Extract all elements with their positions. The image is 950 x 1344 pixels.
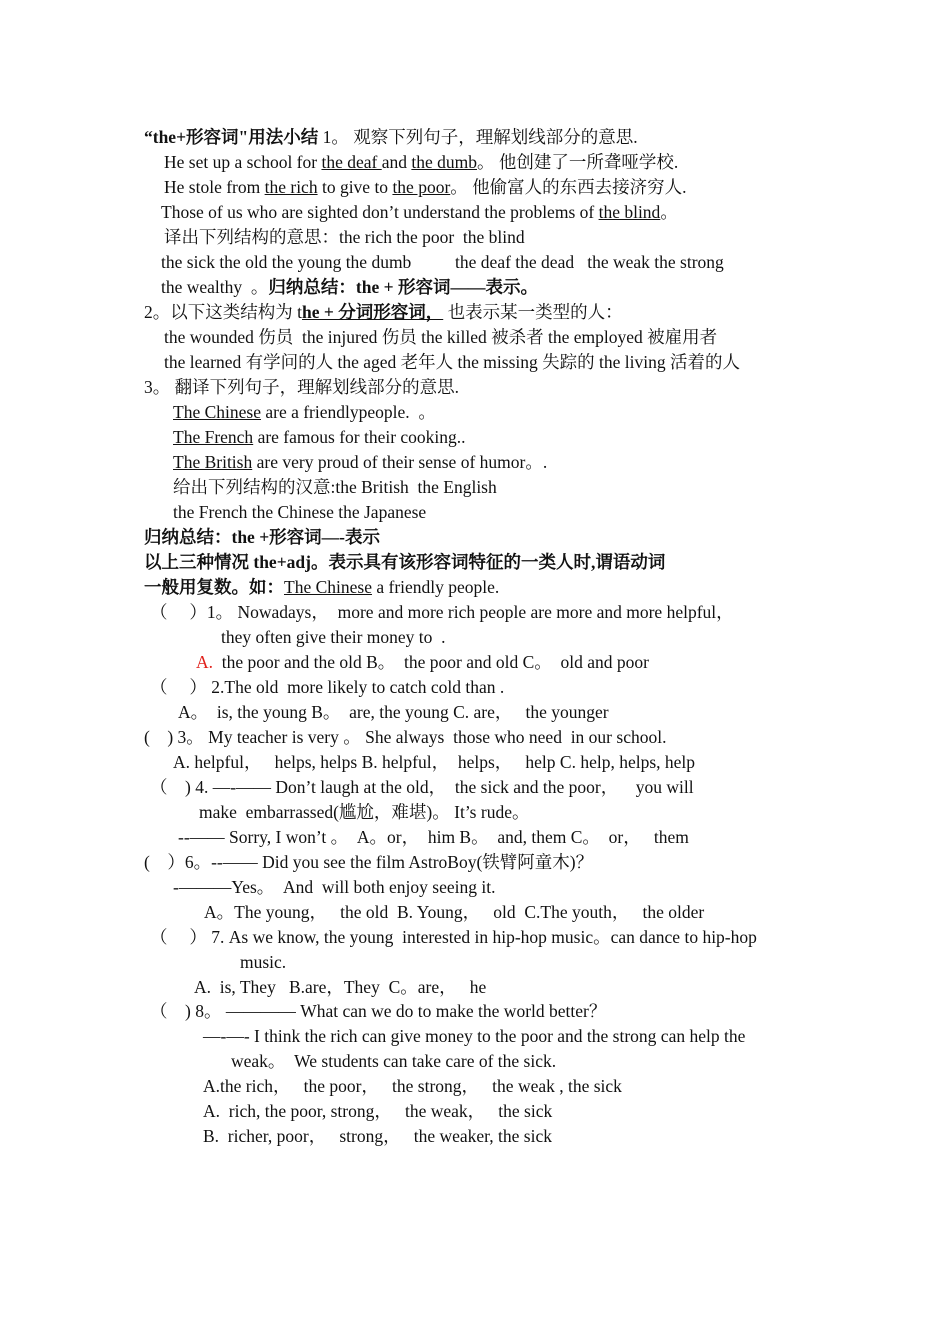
question-6: ( ）6。--—— Did you see the film AstroBoy(铁臂阿童木)？ xyxy=(144,852,594,872)
underlined-phrase: The French xyxy=(173,427,254,447)
text: 2。以下这类结构为 t xyxy=(144,302,302,322)
underlined-phrase: the rich xyxy=(264,177,318,197)
text: and xyxy=(381,152,412,172)
section3-example-1 xyxy=(173,400,436,424)
question-7-cont: music. xyxy=(240,952,287,972)
underlined-phrase: the blind xyxy=(598,202,661,222)
section3-list: the French the Chinese the Japanese xyxy=(173,502,427,522)
example-sentence-1 xyxy=(164,150,678,174)
text: 。 xyxy=(660,202,678,222)
summary-2: 归纳总结：the +形容词—-表示 xyxy=(144,527,381,547)
translate-instruction: 译出下列结构的意思：the rich the poor the blind xyxy=(164,227,525,247)
question-8-cont: —-—- I think the rich can give money to the poor and the strong can help the xyxy=(203,1026,746,1046)
text: to give to xyxy=(317,177,393,197)
section1-heading: “the+形容词"用法小结 xyxy=(144,127,319,147)
section2-line-2: the learned 有学问的人 the aged 老年人 the missing 失踪的 the living 活着的人 xyxy=(164,352,740,372)
phrase-list-2 xyxy=(161,275,538,299)
question-7-options: A. is, They B.are，They C。are， he xyxy=(194,977,487,997)
question-8-option-2: A. rich, the poor, strong， the weak， the sick xyxy=(203,1101,553,1121)
summary-3: 以上三种情况 the+adj。表示具有该形容词特征的一类人时,谓语动词 xyxy=(144,552,666,572)
underlined-phrase: the deaf xyxy=(321,152,382,172)
underlined-phrase: The British xyxy=(173,452,253,472)
phrase-list-1: the sick the old the young the dumb the deaf the dead the weak the strong xyxy=(161,252,724,272)
example-sentence-2 xyxy=(164,175,687,199)
text: are very proud of their sense of humor。. xyxy=(252,452,548,472)
question-8-cont-2: weak。 We students can take care of the sick. xyxy=(231,1051,557,1071)
text: the poor and the old B。 the poor and old C。 old and poor xyxy=(213,652,649,672)
question-4: （ ) 4. —-—— Don’t laugh at the old， the sick and the poor， you will xyxy=(150,777,694,797)
question-2-options: A。 is, the young B。 are, the young C. are， the younger xyxy=(178,702,609,722)
text: 一般用复数。如： xyxy=(144,577,284,597)
underlined-phrase: the dumb xyxy=(411,152,477,172)
text: He stole from xyxy=(164,177,265,197)
question-1-options xyxy=(196,650,649,674)
section1-title-line xyxy=(144,125,638,149)
summary-1: 归纳总结：the + 形容词——表示。 xyxy=(268,277,538,297)
question-3: ( ) 3。 My teacher is very 。 She always those who need in our school. xyxy=(144,727,667,747)
question-2: （ ） 2.The old more likely to catch cold than . xyxy=(150,677,505,697)
section3-example-2 xyxy=(173,425,466,449)
text: are a friendlypeople. 。 xyxy=(260,402,436,422)
text: the wealthy 。 xyxy=(161,277,269,297)
summary-4 xyxy=(144,575,499,599)
text: 。 他创建了一所聋哑学校. xyxy=(477,152,679,172)
question-6-cont: -———Yes。 And will both enjoy seeing it. xyxy=(173,877,496,897)
question-4-options: --—— Sorry, I won’t 。 A。or， him B。 and, them C。 or， them xyxy=(178,827,689,847)
text: 。 他偷富人的东西去接济穷人. xyxy=(450,177,687,197)
underlined-phrase: The Chinese xyxy=(284,577,372,597)
question-1: （ ）1。 Nowadays， more and more rich people are more and more helpful， xyxy=(150,602,734,622)
text: Those of us who are sighted don’t understand the problems of xyxy=(161,202,599,222)
question-1-cont: they often give their money to . xyxy=(221,627,446,647)
section3-give: 给出下列结构的汉意:the British the English xyxy=(173,477,497,497)
question-4-cont: make embarrassed(尴尬，难堪)。 It’s rude。 xyxy=(199,802,530,822)
section3-example-3 xyxy=(173,450,547,474)
question-6-options: A。The young， the old B. Young， old C.The youth， the older xyxy=(204,902,705,922)
question-8-option-3: B. richer, poor， strong， the weaker, the sick xyxy=(203,1126,552,1146)
example-sentence-3 xyxy=(161,200,678,224)
question-8-option-1: A.the rich， the poor， the strong， the weak , the sick xyxy=(203,1076,622,1096)
question-3-options: A. helpful， helps, helps B. helpful， helps， help C. help, helps, help xyxy=(173,752,696,772)
section2-line-1: the wounded 伤员 the injured 伤员 the killed 被杀者 the employed 被雇用者 xyxy=(164,327,718,347)
text: a friendly people. xyxy=(371,577,500,597)
text: He set up a school for xyxy=(164,152,322,172)
underlined-phrase: The Chinese xyxy=(173,402,261,422)
text: 也表示某一类型的人： xyxy=(443,302,623,322)
section2-title xyxy=(144,300,623,324)
question-8: （ ) 8。 ———— What can we do to make the world better？ xyxy=(150,1001,607,1021)
text: are famous for their cooking.. xyxy=(253,427,466,447)
underlined-phrase: the poor xyxy=(392,177,451,197)
section1-intro: 1。 观察下列句子，理解划线部分的意思. xyxy=(318,127,638,147)
section3-title: 3。 翻译下列句子，理解划线部分的意思. xyxy=(144,377,459,397)
question-7: （ ） 7. As we know, the young interested in hip-hop music。can dance to hip-hop xyxy=(150,927,757,947)
answer-marker: A. xyxy=(196,652,214,672)
underlined-phrase: he + 分词形容词， xyxy=(302,302,444,322)
